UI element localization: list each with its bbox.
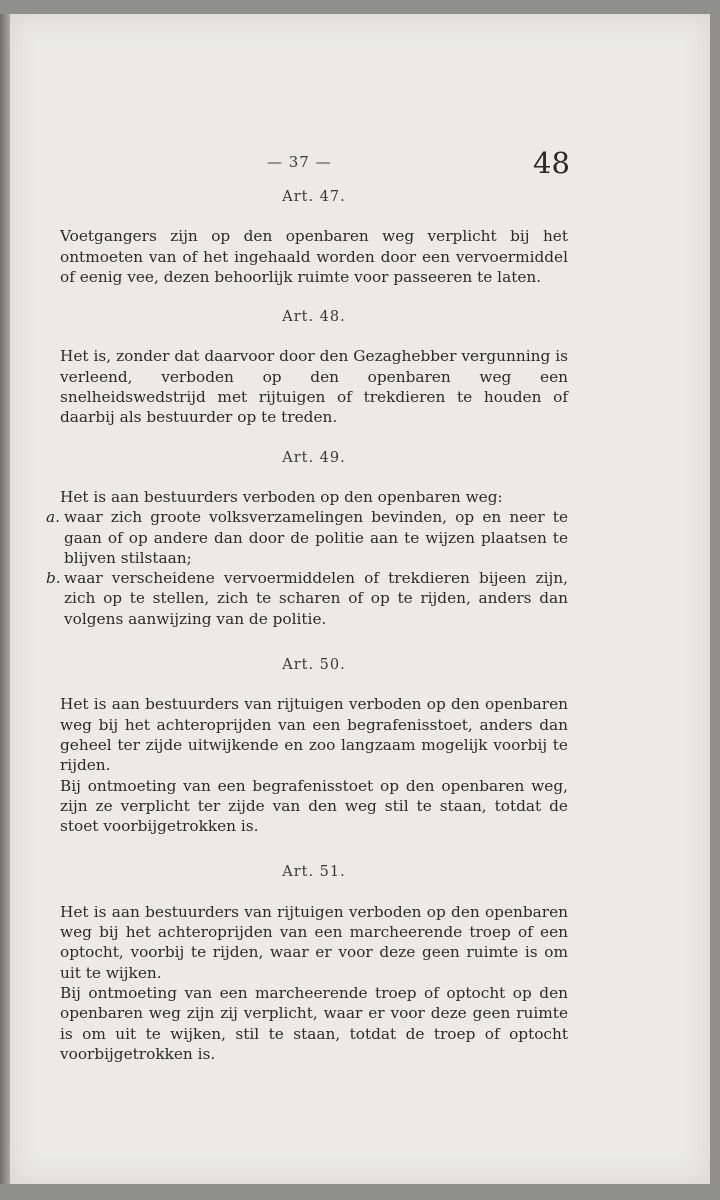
- paragraph: Voetgangers zijn op den openbaren weg verplicht bij het ontmoeten van of het ingehaald worden door een vervoermiddel of eenig vee, dezen behoorlijk ruimte voor passeeren te laten.: [60, 227, 568, 286]
- paragraph: Het is aan bestuurders van rijtuigen verboden op den openbaren weg bij het achteroprijden van een marcheerende troep of een optocht, voorbij te rijden, waar er voor deze geen ruimte is om uit te wijken.: [60, 902, 568, 982]
- page-body: [46, 148, 568, 1064]
- article-heading: Art. 50.: [282, 657, 346, 674]
- article-heading: Art. 48.: [282, 309, 346, 326]
- list-item-text: waar zich groote volksverzamelingen bevinden, op en neer te gaan of op andere dan door de politie aan te wijzen plaatsen te blijven stilstaan;: [64, 508, 568, 567]
- page-number: 48: [533, 146, 570, 180]
- list-item: [46, 507, 568, 568]
- paragraph: Bij ontmoeting van een marcheerende troep of optocht op den openbaren weg zijn zij verplicht, waar er voor deze geen ruimte is om uit te wijken, stil te staan, totdat de troep of optocht voorbijgetrokken is.: [60, 983, 568, 1063]
- article-heading: Art. 47.: [282, 189, 346, 205]
- article-48: [60, 307, 568, 427]
- paragraph: Het is, zonder dat daarvoor door den Gezaghebber vergunning is verleend, verboden op den openbaren weg een snelheidswedstrijd met rijtuigen of trekdieren te houden of daarbij als bestuurder op te treden.: [60, 347, 568, 427]
- article-50: [60, 655, 568, 836]
- page-edge-shadow: [0, 14, 10, 1184]
- folio-number: — 37 —: [267, 153, 332, 171]
- list-item-label: a.: [46, 508, 60, 527]
- list-item-text: waar verscheidene vervoermiddelen of trekdieren bijeen zijn, zich op te stellen, zich te scharen of op te rijden, anders dan volgens aanwijzing van de politie.: [64, 569, 568, 628]
- list-item: [46, 568, 568, 629]
- article-51: [60, 862, 568, 1064]
- article-47: [60, 187, 568, 287]
- article-intro: Het is aan bestuurders verboden op den openbaren weg:: [60, 487, 503, 506]
- paragraph: Bij ontmoeting van een begrafenisstoet op den openbaren weg, zijn ze verplicht ter zijde van den weg stil te staan, totdat de stoet voorbijgetrokken is.: [60, 776, 568, 836]
- article-heading: Art. 49.: [282, 449, 346, 466]
- paragraph: Het is aan bestuurders van rijtuigen verboden op den openbaren weg bij het achteroprijden van een begrafenisstoet, anders dan geheel ter zijde uitwijkende en zoo langzaam mogelijk voorbij te rijden.: [60, 695, 568, 775]
- list-item-label: b.: [46, 569, 61, 588]
- article-49: [46, 448, 568, 629]
- article-heading: Art. 51.: [282, 864, 346, 881]
